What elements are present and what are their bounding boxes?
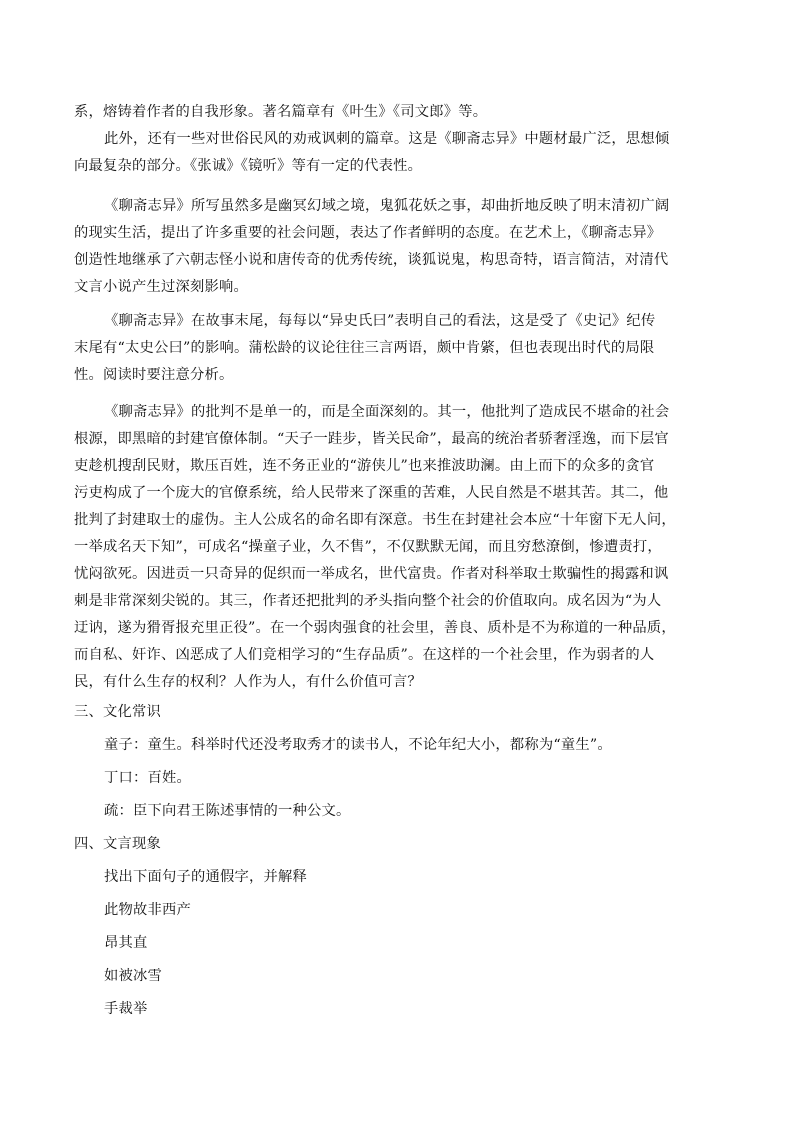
text-line: 《聊斋志异》的批判不是单一的，而是全面深刻的。其一，他批判了造成民不堪命的社会 — [104, 404, 670, 420]
text-line: 创造性地继承了六朝志怪小说和唐传奇的优秀传统，谈狐说鬼，构思奇特，语言简洁，对清代 — [74, 252, 669, 268]
text-line: 忧闷欲死。因进贡一只奇异的促织而一举成名，世代富贵。作者对科举取士欺骗性的揭露和讽 — [74, 566, 669, 582]
text-line: 而自私、奸诈、凶恶成了人们竞相学习的“生存品质”。在这样的一个社会里，作为弱者的人 — [74, 647, 655, 663]
text-line: 污吏构成了一个庞大的官僚系统，给人民带来了深重的苦难，人民自然是不堪其苦。其二，他 — [74, 485, 669, 501]
text-line: 批判了封建取士的虚伪。主人公成名的命名即有深意。书生在封建社会本应“十年窗下无人问， — [74, 512, 676, 528]
text-line: 疏：臣下向君王陈述事情的一种公文。 — [104, 803, 351, 819]
text-line: 昂其直 — [104, 935, 148, 951]
text-line: 三、文化常识 — [74, 704, 161, 720]
text-line: 一举成名天下知”，可成名“操童子业，久不售”，不仅默默无闻，而且穷愁潦倒，惨遭责打， — [74, 539, 662, 555]
text-line: 如被冰雪 — [104, 968, 162, 984]
text-line: 此外，还有一些对世俗民风的劝戒讽刺的篇章。这是《聊斋志异》中题材最广泛，思想倾 — [104, 131, 670, 147]
text-line: 找出下面句子的通假字，并解释 — [104, 869, 307, 885]
text-line: 吏趁机搜刮民财，欺压百姓，连不务正业的“游侠儿”也来推波助澜。由上而下的众多的贪官 — [74, 458, 655, 474]
text-line: 系，熔铸着作者的自我形象。著名篇章有《叶生》《司文郎》等。 — [74, 104, 488, 120]
text-line: 末尾有“太史公曰”的影响。蒲松龄的议论往往三言两语，颇中肯綮，但也表现出时代的局限 — [74, 340, 655, 356]
text-line: 丁口：百姓。 — [104, 770, 191, 786]
text-line: 童子：童生。科举时代还没考取秀才的读书人，不论年纪大小，都称为“童生”。 — [104, 737, 612, 753]
text-line: 向最复杂的部分。《张诚》《镜听》等有一定的代表性。 — [74, 158, 423, 174]
text-line: 性。阅读时要注意分析。 — [74, 367, 234, 383]
text-line: 《聊斋志异》在故事末尾，每每以“异史氏曰”表明自己的看法，这是受了《史记》纪传 — [104, 313, 656, 329]
text-line: 四、文言现象 — [74, 836, 161, 852]
text-line: 《聊斋志异》所写虽然多是幽冥幻域之境，鬼狐花妖之事，却曲折地反映了明末清初广阔 — [104, 198, 670, 214]
text-line: 民，有什么生存的权利？人作为人，有什么价值可言？ — [74, 674, 422, 690]
text-line: 迂讷，遂为猾胥报充里正役”。在一个弱肉强食的社会里，善良、质朴是不为称道的一种品质， — [74, 620, 676, 636]
text-line: 手裁举 — [104, 1001, 148, 1017]
text-line: 的现实生活，提出了许多重要的社会问题，表达了作者鲜明的态度。在艺术上，《聊斋志异》 — [74, 225, 662, 241]
text-line: 根源，即黑暗的封建官僚体制。“天子一跬步，皆关民命”，最高的统治者骄奢淫逸，而下层官 — [74, 431, 669, 447]
text-line: 刺是非常深刻尖锐的。其三，作者还把批判的矛头指向整个社会的价值取向。成名因为“为人 — [74, 593, 662, 609]
text-line: 文言小说产生过深刻影响。 — [74, 279, 248, 295]
text-line: 此物故非西产 — [104, 902, 191, 918]
